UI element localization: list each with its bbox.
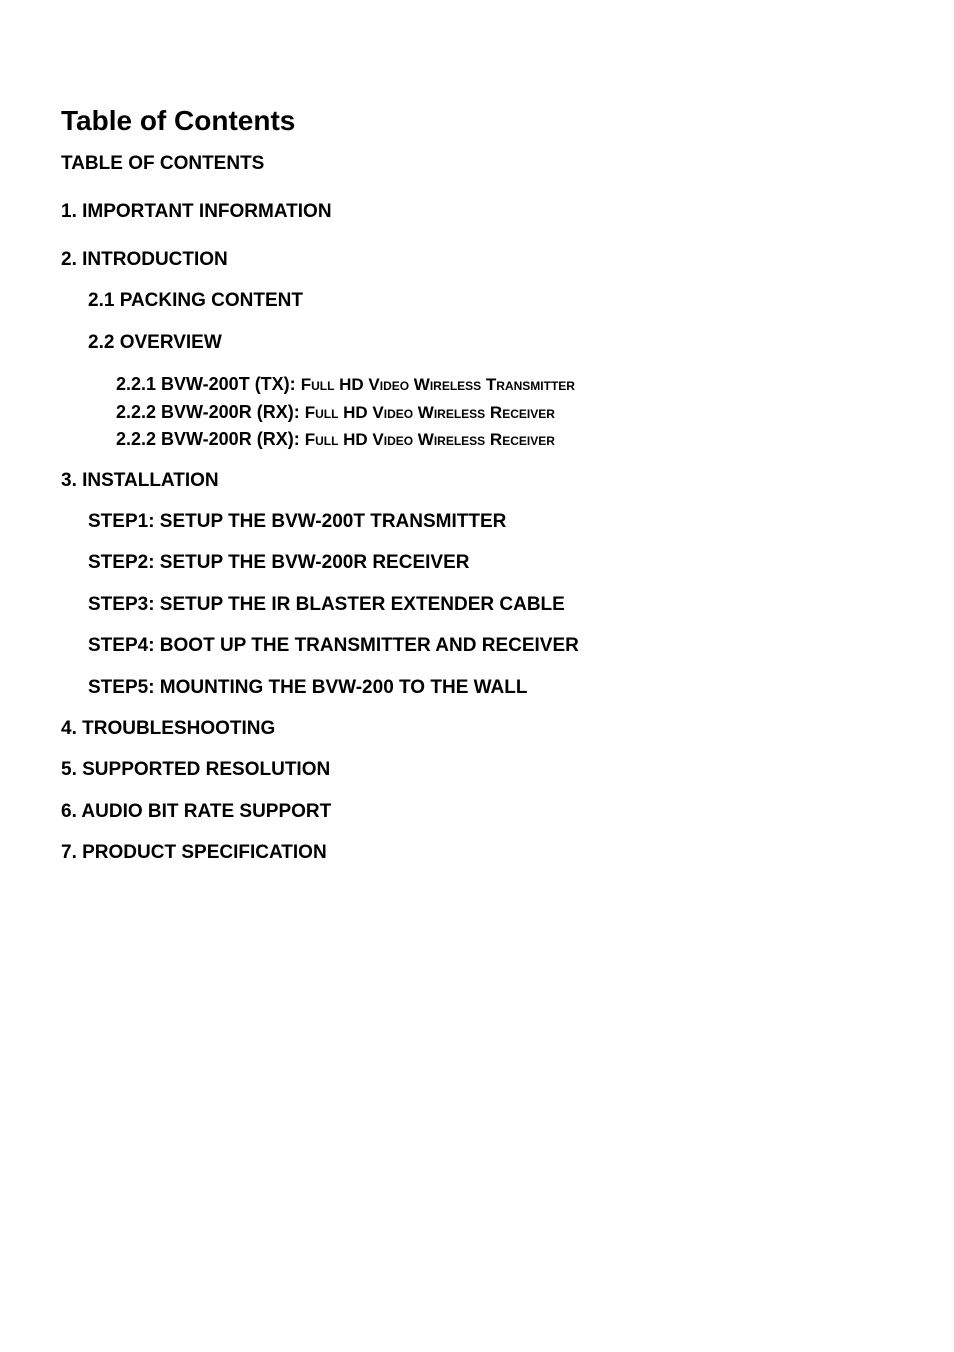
toc-entry-label: 2.2.1 BVW-200T (TX): <box>116 374 301 394</box>
toc-entry-installation[interactable] <box>61 469 219 493</box>
toc-entry-label: 2.1 PACKING CONTENT <box>88 290 304 311</box>
toc-entry-label: 1. IMPORTANT INFORMATION <box>61 201 332 222</box>
toc-entry-label: 3. INSTALLATION <box>61 470 219 491</box>
toc-entry-label: 2.2.2 BVW-200R (RX): <box>116 402 305 422</box>
toc-entry-label: TABLE OF CONTENTS <box>61 153 265 174</box>
toc-entry-overview[interactable] <box>88 331 222 355</box>
toc-entry-supported-resolution[interactable] <box>61 758 330 782</box>
toc-entry-label: 2. INTRODUCTION <box>61 249 228 270</box>
toc-entry-receiver-overview-duplicate[interactable] <box>116 427 555 452</box>
toc-entry-important-information[interactable] <box>61 200 332 224</box>
toc-entry-audio-bit-rate[interactable] <box>61 800 331 824</box>
toc-entry-step3[interactable] <box>88 593 565 617</box>
toc-entry-sublabel: Full HD Video Wireless Receiver <box>304 403 555 422</box>
toc-entry-sublabel: Full HD Video Wireless Transmitter <box>300 375 575 394</box>
toc-entry-label: STEP2: SETUP THE BVW-200R RECEIVER <box>88 552 470 573</box>
toc-entry-sublabel: Full HD Video Wireless Receiver <box>304 430 555 449</box>
toc-entry-table-of-contents[interactable] <box>61 152 264 176</box>
toc-entry-introduction[interactable] <box>61 248 228 272</box>
toc-entry-product-specification[interactable] <box>61 841 327 865</box>
toc-entry-step5[interactable] <box>88 676 527 700</box>
toc-entry-label: 6. AUDIO BIT RATE SUPPORT <box>61 801 332 822</box>
toc-entry-label: STEP3: SETUP THE IR BLASTER EXTENDER CABLE <box>88 594 565 615</box>
toc-entry-step1[interactable] <box>88 510 506 534</box>
toc-entry-step4[interactable] <box>88 634 579 658</box>
toc-entry-label: 7. PRODUCT SPECIFICATION <box>61 842 327 863</box>
page-title: Table of Contents <box>61 105 296 136</box>
toc-entry-label: STEP1: SETUP THE BVW-200T TRANSMITTER <box>88 511 507 532</box>
toc-entry-label: 5. SUPPORTED RESOLUTION <box>61 759 331 780</box>
toc-entry-label: STEP4: BOOT UP THE TRANSMITTER AND RECEIVER <box>88 635 579 656</box>
toc-entry-label: 4. TROUBLESHOOTING <box>61 718 276 739</box>
toc-entry-label: 2.2 OVERVIEW <box>88 332 222 353</box>
toc-entry-label: 2.2.2 BVW-200R (RX): <box>116 429 305 449</box>
toc-entry-receiver-overview[interactable] <box>116 400 555 425</box>
toc-entry-packing-content[interactable] <box>88 289 303 313</box>
toc-entry-transmitter-overview[interactable] <box>116 372 575 397</box>
toc-entry-label: STEP5: MOUNTING THE BVW-200 TO THE WALL <box>88 677 528 698</box>
toc-entry-troubleshooting[interactable] <box>61 717 275 741</box>
toc-entry-step2[interactable] <box>88 551 469 575</box>
